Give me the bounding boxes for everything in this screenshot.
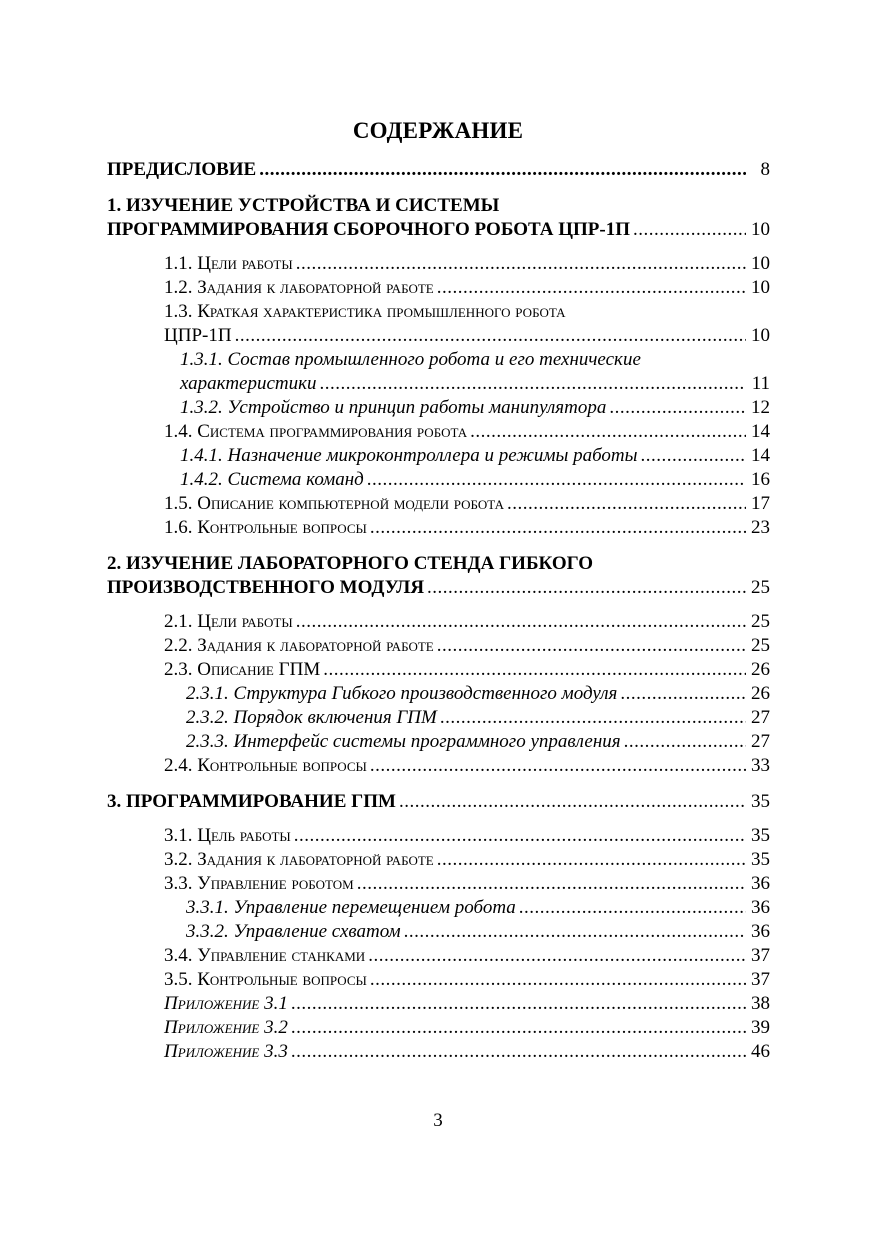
toc-entry-2-3-3[interactable] (107, 730, 770, 754)
toc-entry-text: Приложение 3.2 (164, 1017, 288, 1038)
toc-entry-1-1[interactable] (107, 252, 770, 276)
toc-entry-text: 1.4.2. Система команд (180, 469, 364, 490)
toc-page-number: 11 (751, 373, 770, 394)
toc-page-number: 36 (751, 921, 770, 942)
toc-entry-text: 1. ИЗУЧЕНИЕ УСТРОЙСТВА И СИСТЕМЫ (107, 195, 500, 216)
toc-entry-text: 3.5. Контрольные вопросы (164, 969, 367, 990)
toc-chapter-2[interactable] (107, 552, 770, 600)
toc-entry-2-4[interactable] (107, 754, 770, 778)
toc-entry-text: 2. ИЗУЧЕНИЕ ЛАБОРАТОРНОГО СТЕНДА ГИБКОГО (107, 553, 593, 574)
toc-entry-text: ПРЕДИСЛОВИЕ (107, 159, 257, 180)
toc-entry-text: 2.3. Описание ГПМ (164, 659, 321, 680)
toc-entry-text: Приложение 3.1 (164, 993, 288, 1014)
toc-page-number: 27 (751, 731, 770, 752)
toc-entry-text: ПРОИЗВОДСТВЕННОГО МОДУЛЯ (107, 577, 425, 598)
toc-entry-3-2[interactable] (107, 848, 770, 872)
toc-entry-1-3-1[interactable] (107, 348, 770, 396)
toc-page-number: 38 (751, 993, 770, 1014)
toc-entry-text: 2.3.3. Интерфейс системы программного управления (186, 731, 621, 752)
toc-page-number: 35 (751, 825, 770, 846)
toc-entry-2-3[interactable] (107, 658, 770, 682)
toc-entry-appendix-3-1[interactable] (107, 992, 770, 1016)
toc-entry-1-6[interactable] (107, 516, 770, 540)
toc-entry-3-4[interactable] (107, 944, 770, 968)
toc-chapter-1[interactable] (107, 194, 770, 242)
dot-leader (633, 218, 746, 242)
toc-entry-3-1[interactable] (107, 824, 770, 848)
toc-entry-text: 2.2. Задания к лабораторной работе (164, 635, 434, 656)
toc-entry-text: ПРОГРАММИРОВАНИЯ СБОРОЧНОГО РОБОТА ЦПР-1П (107, 219, 631, 240)
toc-entry-text: 3.3.2. Управление схватом (186, 921, 401, 942)
toc-page-number: 46 (751, 1041, 770, 1062)
toc-entry-1-5[interactable] (107, 492, 770, 516)
toc-page-number: 37 (751, 945, 770, 966)
toc-page-number: 12 (751, 397, 770, 418)
toc-entry-text: 3. ПРОГРАММИРОВАНИЕ ГПМ (107, 791, 396, 812)
toc-entry-text: 1.5. Описание компьютерной модели робота (164, 493, 504, 514)
toc-entry-text: Приложение 3.3 (164, 1041, 288, 1062)
toc-entry-1-2[interactable] (107, 276, 770, 300)
toc-entry-text: характеристики (180, 373, 317, 394)
toc-entry-text: 3.3. Управление роботом (164, 873, 354, 894)
page-number: 3 (433, 1110, 443, 1131)
toc-entry-text: 1.3. Краткая характеристика промышленного робота (164, 301, 566, 322)
toc-page-number: 10 (751, 277, 770, 298)
toc-entry-2-2[interactable] (107, 634, 770, 658)
toc-entry-2-3-1[interactable] (107, 682, 770, 706)
toc-page-number: 23 (751, 517, 770, 538)
toc-page-number: 10 (751, 325, 770, 346)
dot-leader (437, 634, 746, 658)
toc-page-number: 27 (751, 707, 770, 728)
toc-page-number: 10 (751, 219, 770, 240)
toc-entry-text: 2.3.1. Структура Гибкого производственного модуля (186, 683, 618, 704)
toc-page-number: 14 (751, 421, 770, 442)
toc-entry-text: ЦПР-1П (164, 325, 232, 346)
dot-leader (291, 992, 746, 1016)
toc-entry-2-1[interactable] (107, 610, 770, 634)
toc-entry-1-3[interactable] (107, 300, 770, 348)
table-of-contents (107, 158, 770, 1064)
dot-leader (320, 372, 746, 396)
dot-leader (427, 576, 746, 600)
toc-page-number: 26 (751, 659, 770, 680)
dot-leader (519, 896, 746, 920)
toc-entry-1-4[interactable] (107, 420, 770, 444)
toc-entry-1-4-1[interactable] (107, 444, 770, 468)
dot-leader (296, 252, 746, 276)
dot-leader (296, 610, 746, 634)
toc-page-number: 26 (751, 683, 770, 704)
toc-entry-text: 3.3.1. Управление перемещением робота (186, 897, 516, 918)
dot-leader (367, 468, 746, 492)
toc-page-number: 36 (751, 897, 770, 918)
toc-entry-text: 2.4. Контрольные вопросы (164, 755, 367, 776)
toc-page-number: 25 (751, 635, 770, 656)
dot-leader (399, 790, 746, 814)
dot-leader (291, 1040, 746, 1064)
dot-leader (368, 944, 746, 968)
toc-entry-appendix-3-3[interactable] (107, 1040, 770, 1064)
dot-leader (259, 158, 746, 182)
dot-leader (440, 706, 746, 730)
toc-entry-2-3-2[interactable] (107, 706, 770, 730)
toc-entry-1-4-2[interactable] (107, 468, 770, 492)
toc-entry-text: 3.2. Задания к лабораторной работе (164, 849, 434, 870)
toc-entry-text: 1.2. Задания к лабораторной работе (164, 277, 434, 298)
dot-leader (235, 324, 746, 348)
dot-leader (620, 682, 746, 706)
toc-entry-3-3[interactable] (107, 872, 770, 896)
dot-leader (370, 516, 746, 540)
toc-entry-3-3-2[interactable] (107, 920, 770, 944)
dot-leader (641, 444, 746, 468)
dot-leader (470, 420, 746, 444)
toc-entry-text: 1.4.1. Назначение микроконтроллера и режимы работы (180, 445, 638, 466)
toc-entry-1-3-2[interactable] (107, 396, 770, 420)
toc-entry-preface[interactable] (107, 158, 770, 182)
toc-entry-text: 2.3.2. Порядок включения ГПМ (186, 707, 437, 728)
toc-entry-text: 3.4. Управление станками (164, 945, 366, 966)
toc-entry-text: 3.1. Цель работы (164, 825, 291, 846)
toc-page-number: 36 (751, 873, 770, 894)
toc-entry-text: 1.3.2. Устройство и принцип работы манипулятора (180, 397, 607, 418)
dot-leader (370, 968, 746, 992)
dot-leader (291, 1016, 746, 1040)
toc-page-number: 17 (751, 493, 770, 514)
toc-page-number: 33 (751, 755, 770, 776)
dot-leader (357, 872, 746, 896)
toc-chapter-3[interactable] (107, 790, 770, 814)
toc-entry-appendix-3-2[interactable] (107, 1016, 770, 1040)
toc-entry-text: 1.3.1. Состав промышленного робота и его технические (180, 349, 641, 370)
toc-page-number: 25 (751, 611, 770, 632)
toc-entry-text: 1.6. Контрольные вопросы (164, 517, 367, 538)
dot-leader (609, 396, 746, 420)
dot-leader (404, 920, 746, 944)
dot-leader (437, 276, 746, 300)
toc-page-number: 14 (751, 445, 770, 466)
toc-entry-text: 1.1. Цели работы (164, 253, 293, 274)
dot-leader (507, 492, 746, 516)
toc-page-number: 39 (751, 1017, 770, 1038)
toc-page-number: 25 (751, 577, 770, 598)
page-title: СОДЕРЖАНИЕ (352, 118, 524, 143)
dot-leader (624, 730, 746, 754)
toc-page-number: 35 (751, 849, 770, 870)
dot-leader (370, 754, 746, 778)
dot-leader (437, 848, 746, 872)
dot-leader (294, 824, 746, 848)
toc-page-number: 8 (760, 159, 770, 180)
toc-page-number: 35 (751, 791, 770, 812)
dot-leader (323, 658, 746, 682)
toc-entry-3-3-1[interactable] (107, 896, 770, 920)
toc-entry-text: 1.4. Система программирования робота (164, 421, 468, 442)
toc-page-number: 37 (751, 969, 770, 990)
toc-entry-3-5[interactable] (107, 968, 770, 992)
toc-page-number: 16 (751, 469, 770, 490)
toc-page-number: 10 (751, 253, 770, 274)
toc-entry-text: 2.1. Цели работы (164, 611, 293, 632)
